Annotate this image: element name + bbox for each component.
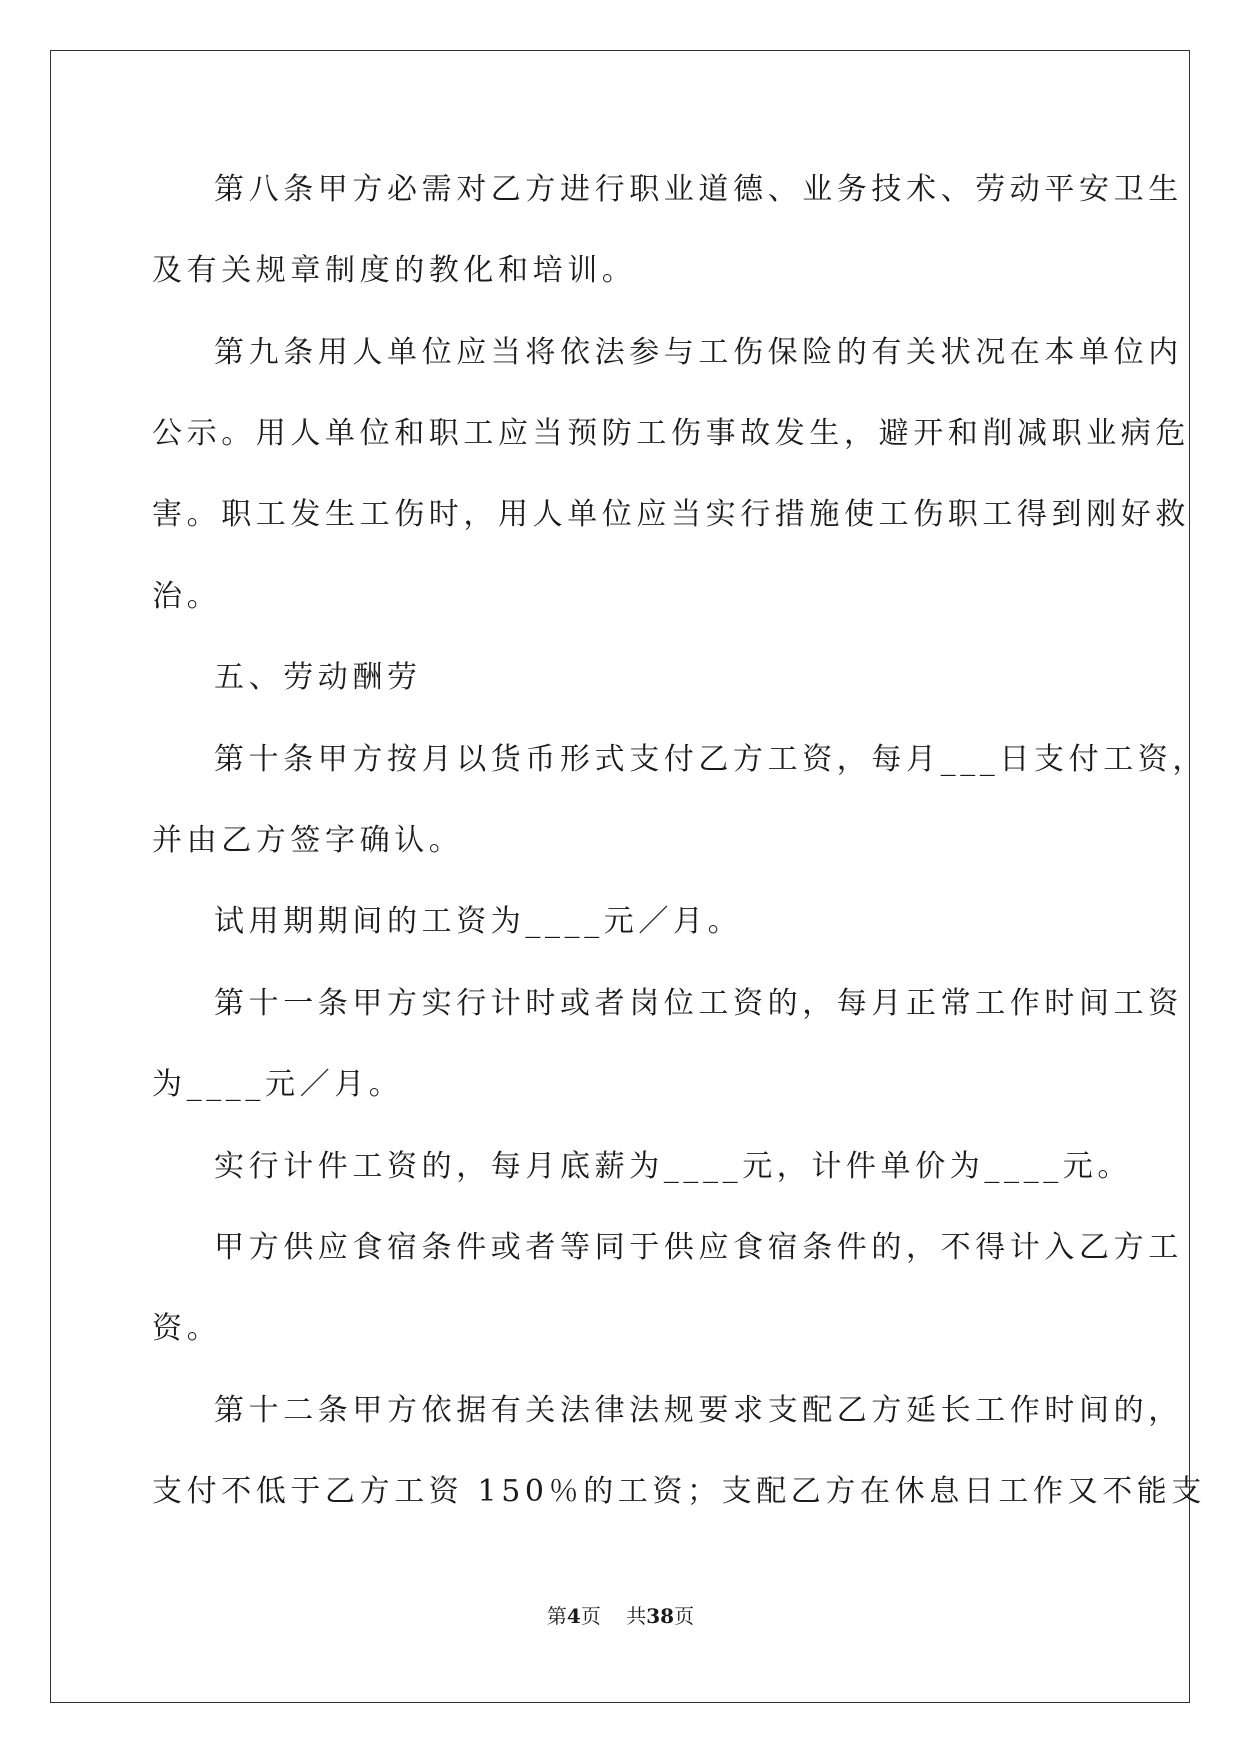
paragraph-line: 资。 bbox=[152, 1311, 222, 1346]
paragraph-line: 支付不低于乙方工资 150％的工资；支配乙方在休息日工作又不能支 bbox=[152, 1474, 1206, 1509]
total-suffix: 页 bbox=[674, 1604, 695, 1628]
paragraph-line: 第十一条甲方实行计时或者岗位工资的，每月正常工作时间工资 bbox=[214, 986, 1183, 1021]
total-prefix: 共 bbox=[626, 1604, 647, 1628]
paragraph-line: 害。职工发生工伤时，用人单位应当实行措施使工伤职工得到刚好救 bbox=[152, 497, 1190, 532]
paragraph-line: 第八条甲方必需对乙方进行职业道德、业务技术、劳动平安卫生 bbox=[214, 172, 1183, 207]
paragraph-line: 为____元／月。 bbox=[152, 1067, 404, 1102]
total-pages: 38 bbox=[646, 1604, 675, 1628]
page-number: 4 bbox=[566, 1604, 581, 1628]
page-footer bbox=[0, 1603, 1241, 1629]
paragraph-line: 公示。用人单位和职工应当预防工伤事故发生，避开和削减职业病危 bbox=[152, 416, 1190, 451]
paragraph-line: 甲方供应食宿条件或者等同于供应食宿条件的，不得计入乙方工 bbox=[214, 1230, 1183, 1265]
paragraph-line: 治。 bbox=[152, 579, 222, 614]
page-suffix: 页 bbox=[580, 1604, 601, 1628]
page-prefix: 第 bbox=[546, 1604, 567, 1628]
paragraph-line: 第十条甲方按月以货币形式支付乙方工资，每月___日支付工资， bbox=[214, 742, 1207, 777]
section-heading: 五、劳动酬劳 bbox=[214, 660, 422, 695]
paragraph-line: 试用期期间的工资为____元／月。 bbox=[214, 904, 743, 939]
paragraph-line: 第九条用人单位应当将依法参与工伤保险的有关状况在本单位内 bbox=[214, 335, 1183, 370]
paragraph-line: 实行计件工资的，每月底薪为____元，计件单价为____元。 bbox=[214, 1149, 1132, 1184]
paragraph-line: 第十二条甲方依据有关法律法规要求支配乙方延长工作时间的， bbox=[214, 1393, 1183, 1428]
page-border bbox=[50, 50, 1190, 1703]
paragraph-line: 及有关规章制度的教化和培训。 bbox=[152, 253, 637, 288]
paragraph-line: 并由乙方签字确认。 bbox=[152, 823, 464, 858]
